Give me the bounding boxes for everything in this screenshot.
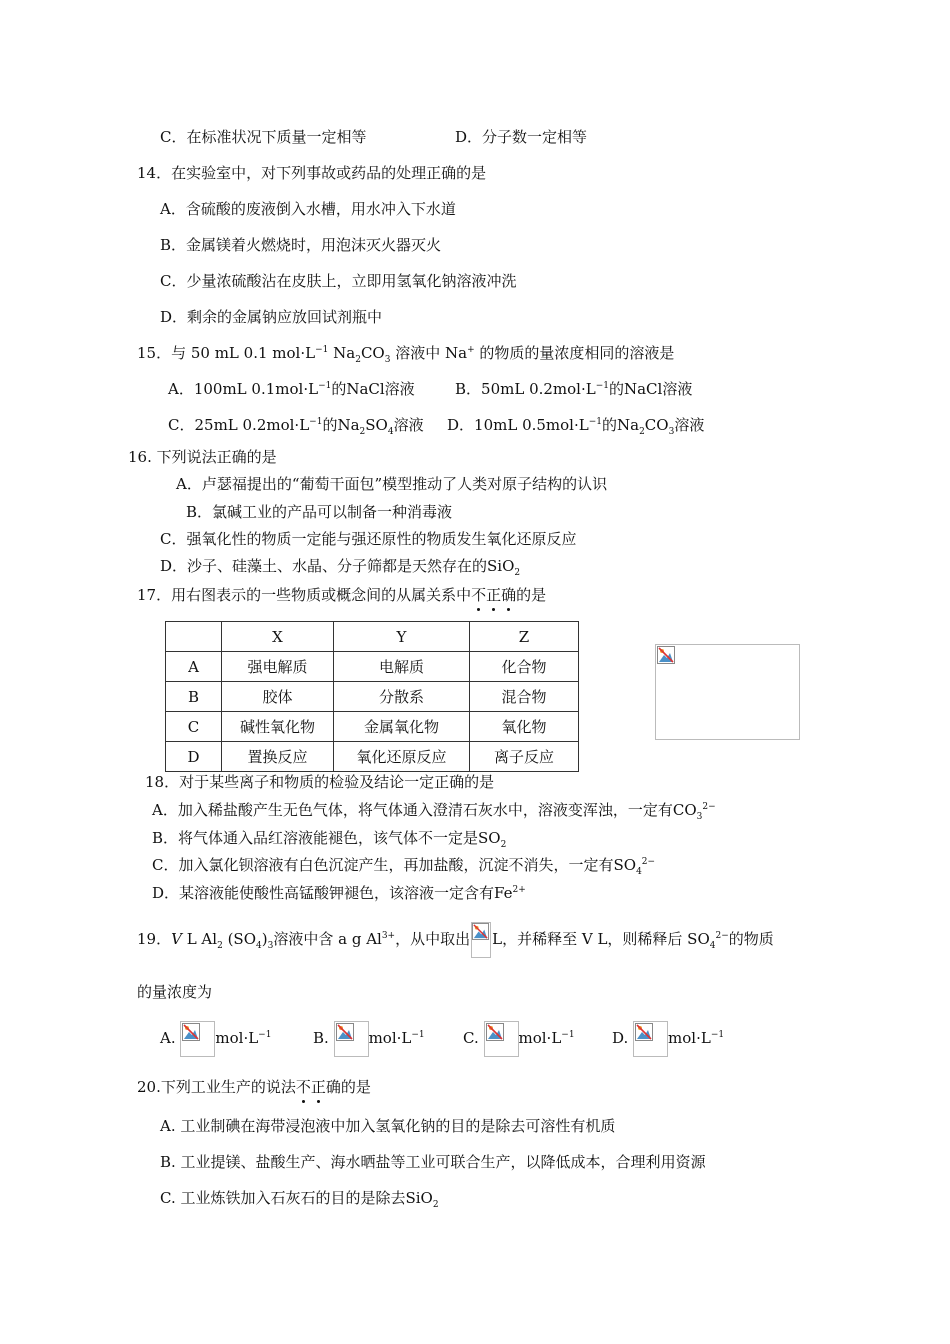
q19-stem-line2: 的量浓度为 bbox=[137, 983, 213, 1001]
broken-image-icon bbox=[657, 646, 675, 664]
table-cell: 氧化还原反应 bbox=[334, 742, 470, 772]
q14-option-d: D．剩余的金属钠应放回试剂瓶中 bbox=[160, 308, 383, 326]
table-cell: 电解质 bbox=[334, 652, 470, 682]
table-header-row bbox=[166, 622, 579, 652]
table-row bbox=[166, 742, 579, 772]
q16-option-d: D．沙子、硅藻土、水晶、分子筛都是天然存在的SiO$_2$ bbox=[160, 557, 521, 578]
table-header-cell: Y bbox=[334, 622, 470, 652]
broken-image-icon bbox=[471, 922, 491, 958]
q18-option-c: C．加入氯化钡溶液有白色沉淀产生，再加盐酸，沉淀不消失，一定有$SO_4^{2-}$ bbox=[152, 856, 656, 877]
q18-option-a: A．加入稀盐酸产生无色气体，将气体通入澄清石灰水中，溶液变浑浊，一定有$CO_3^{2-}$ bbox=[152, 801, 716, 822]
table-cell: A bbox=[166, 652, 222, 682]
table-cell: D bbox=[166, 742, 222, 772]
broken-image-icon bbox=[633, 1021, 668, 1057]
q14-option-a: A．含硫酸的废液倒入水槽，用水冲入下水道 bbox=[160, 200, 456, 218]
table-cell: B bbox=[166, 682, 222, 712]
q16-stem: 16. 下列说法正确的是 bbox=[128, 448, 277, 466]
q16-option-c: C．强氧化性的物质一定能与强还原性的物质发生氧化还原反应 bbox=[160, 530, 577, 548]
q19-stem: 19．V L $Al_2$ $(SO_4)_3$溶液中含 a g $Al^{3+}$，从中取出 L，并稀释至 V L，则稀释后 $SO_4^{2-}$的物质 bbox=[137, 922, 774, 958]
table-cell: 混合物 bbox=[470, 682, 579, 712]
q18-option-d: D．某溶液能使酸性高锰酸钾褪色，该溶液一定含有$Fe^{2+}$ bbox=[152, 884, 526, 902]
q13-option-c: C．在标准状况下质量一定相等 bbox=[160, 128, 367, 146]
table-cell: 离子反应 bbox=[470, 742, 579, 772]
q20-option-b: B. 工业提镁、盐酸生产、海水晒盐等工业可联合生产，以降低成本，合理利用资源 bbox=[160, 1153, 706, 1171]
table-cell: 强电解质 bbox=[222, 652, 334, 682]
table-cell: 碱性氧化物 bbox=[222, 712, 334, 742]
broken-image-icon bbox=[334, 1021, 369, 1057]
table-cell: 置换反应 bbox=[222, 742, 334, 772]
q17-figure-placeholder bbox=[655, 644, 800, 740]
q14-option-b: B．金属镁着火燃烧时，用泡沫灭火器灭火 bbox=[160, 236, 442, 254]
table-header-cell: Z bbox=[470, 622, 579, 652]
table-cell: 分散系 bbox=[334, 682, 470, 712]
table-row bbox=[166, 712, 579, 742]
q19-option-d: D. $mol\cdot L^{-1}$ bbox=[612, 1020, 724, 1057]
q15-stem: 15．与 50 mL 0.1 $mol\cdot L^{-1}$ $Na_2CO_3$ 溶液中 Na+ 的物质的量浓度相同的溶液是 bbox=[137, 344, 675, 365]
table-row bbox=[166, 652, 579, 682]
q15-option-d: D．10mL $0.5mol\cdot L^{-1}$的$Na_2CO_3$溶液 bbox=[447, 416, 705, 437]
broken-image-icon bbox=[180, 1021, 215, 1057]
q14-stem: 14．在实验室中，对下列事故或药品的处理正确的是 bbox=[137, 164, 487, 182]
q15-option-a: A．100mL $0.1mol\cdot L^{-1}$的NaCl溶液 bbox=[168, 380, 415, 398]
q19-option-b: B. $mol\cdot L^{-1}$ bbox=[313, 1020, 425, 1057]
q19-option-a: A. $mol\cdot L^{-1}$ bbox=[160, 1020, 271, 1057]
q17-table bbox=[165, 621, 579, 772]
q14-option-c: C．少量浓硫酸沾在皮肤上，立即用氢氧化钠溶液冲洗 bbox=[160, 272, 517, 290]
q19-option-c: C. $mol\cdot L^{-1}$ bbox=[463, 1020, 575, 1057]
table-cell: 胶体 bbox=[222, 682, 334, 712]
table-cell: C bbox=[166, 712, 222, 742]
q16-option-a: A．卢瑟福提出的“葡萄干面包”模型推动了人类对原子结构的认识 bbox=[176, 475, 608, 493]
table-cell: 化合物 bbox=[470, 652, 579, 682]
q17-stem: 17．用右图表示的一些物质或概念间的从属关系中不正确的是 bbox=[137, 586, 547, 604]
broken-image-icon bbox=[484, 1021, 519, 1057]
q20-stem: 20.下列工业生产的说法不正确的是 bbox=[137, 1078, 371, 1096]
table-header-cell: X bbox=[222, 622, 334, 652]
q13-option-d: D．分子数一定相等 bbox=[455, 128, 588, 146]
q18-option-b: B．将气体通入品红溶液能褪色，该气体不一定是$SO_2$ bbox=[152, 829, 507, 850]
table-cell: 金属氧化物 bbox=[334, 712, 470, 742]
q16-option-b: B．氯碱工业的产品可以制备一种消毒液 bbox=[186, 503, 453, 521]
q15-option-b: B．50mL $0.2mol\cdot L^{-1}$的NaCl溶液 bbox=[455, 380, 693, 398]
table-header-cell bbox=[166, 622, 222, 652]
q20-option-c: C. 工业炼铁加入石灰石的目的是除去SiO$_2$ bbox=[160, 1189, 439, 1210]
table-cell: 氧化物 bbox=[470, 712, 579, 742]
q15-option-c: C．25mL $0.2mol\cdot L^{-1}$的$Na_2SO_4$溶液 bbox=[168, 416, 424, 437]
table-row bbox=[166, 682, 579, 712]
q20-option-a: A. 工业制碘在海带浸泡液中加入氢氧化钠的目的是除去可溶性有机质 bbox=[160, 1117, 616, 1135]
q18-stem: 18．对于某些离子和物质的检验及结论一定正确的是 bbox=[145, 773, 495, 791]
